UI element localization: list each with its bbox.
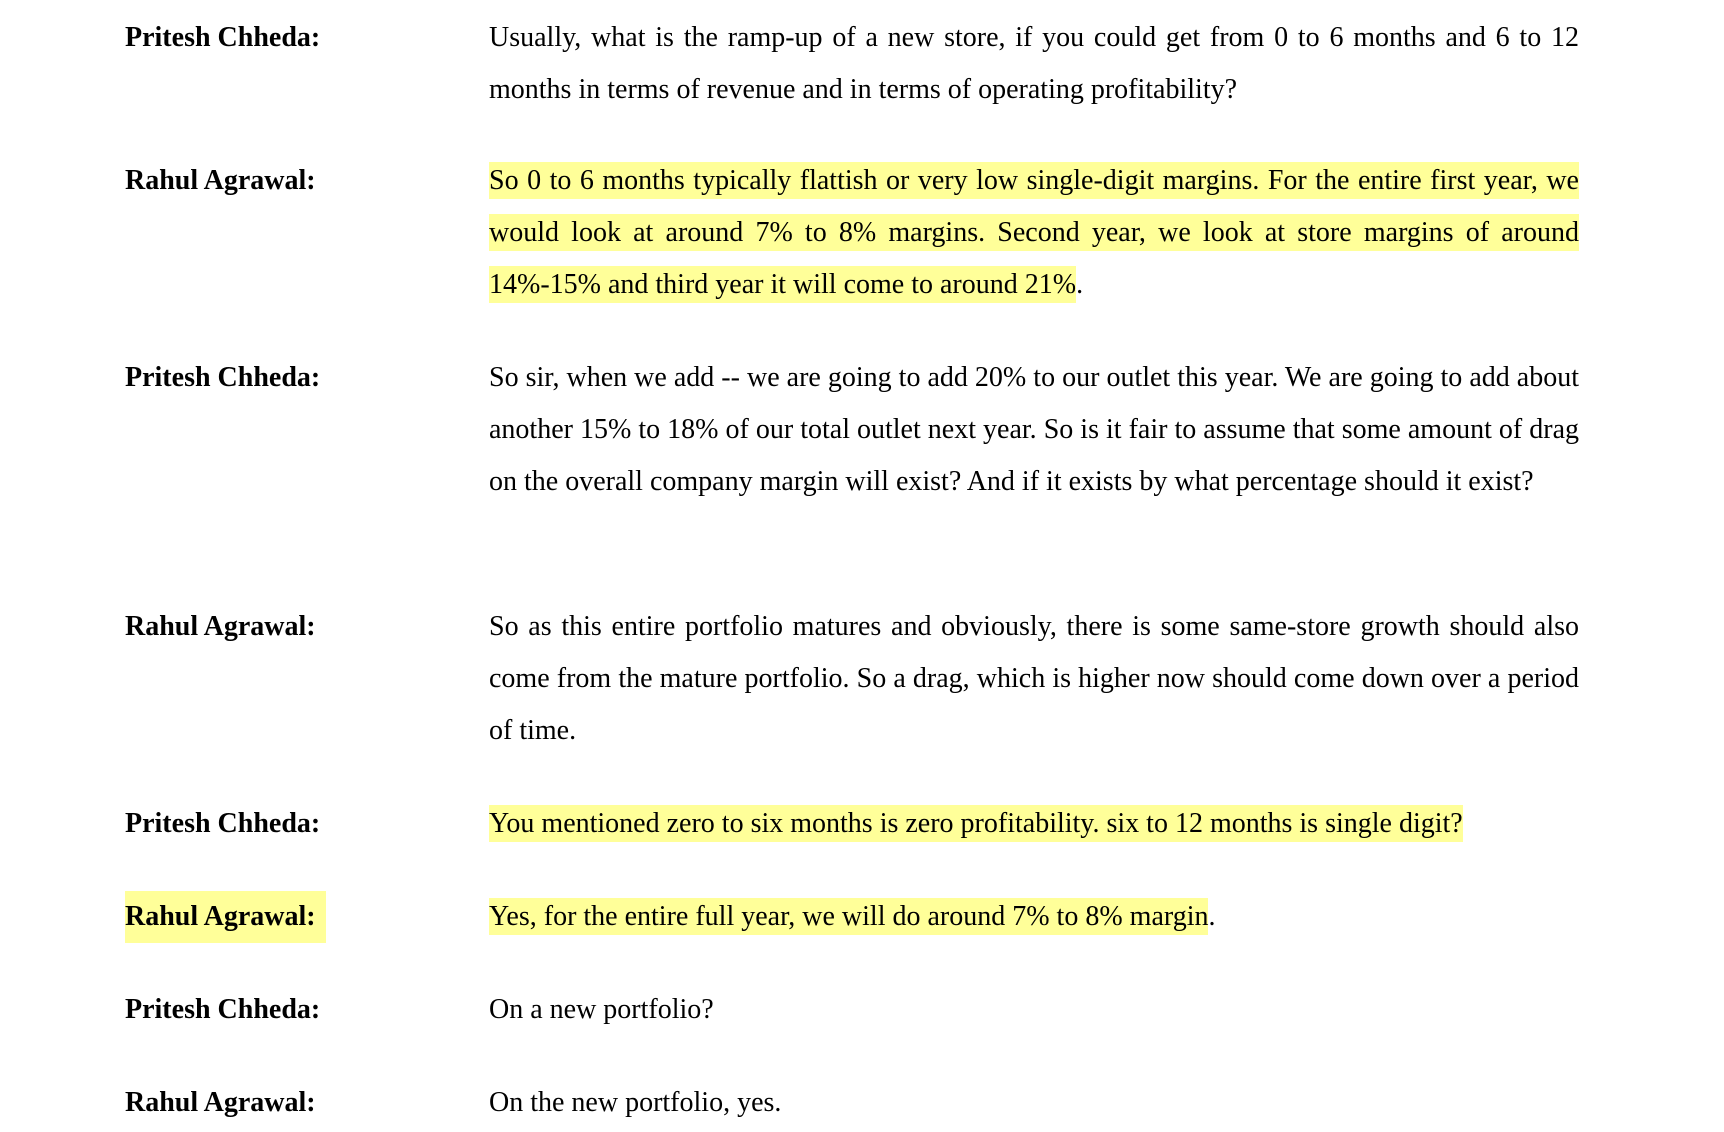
highlighted-text: So 0 to 6 months typically flattish or very low single-digit margins. For the entire first year, we would look at around 7% to 8% margins. Second year, we look at store margins of around 14%-15% and third year it will come to around 21% [489,162,1579,303]
speech-text [489,891,1579,943]
speaker-name: Pritesh Chheda: [125,362,321,393]
speech-text-content: So as this entire portfolio matures and obviously, there is some same-store growth should also come from the mature portfolio. So a drag, which is higher now should come down over a period of time. [489,611,1579,746]
speech-text [489,798,1579,850]
speaker-name: Pritesh Chheda: [125,808,321,839]
speaker-name: Pritesh Chheda: [125,994,321,1025]
speech-text-content: Usually, what is the ramp-up of a new store, if you could get from 0 to 6 months and 6 to 12 months in terms of revenue and in terms of operating profitability? [489,22,1579,105]
speaker-name-highlighted: Rahul Agrawal: [125,891,326,943]
text-suffix: . [1076,269,1084,300]
speech-text-content: So sir, when we add -- we are going to add 20% to our outlet this year. We are going to add about another 15% to 18% of our total outlet next year. So is it fair to assume that some amount of drag on the overall company margin will exist? And if it exists by what percentage should it exist? [489,362,1579,497]
speech-text-content: On a new portfolio? [489,994,714,1025]
speaker-name: Rahul Agrawal: [125,1087,316,1118]
speech-text [489,12,1579,116]
speech-text [489,155,1579,311]
speech-text [489,601,1579,757]
speaker-name: Rahul Agrawal: [125,165,316,196]
speech-text [489,352,1579,508]
text-suffix: . [1208,901,1216,932]
highlighted-text: Yes, for the entire full year, we will do around 7% to 8% margin [489,898,1208,935]
speech-text-content: On the new portfolio, yes. [489,1087,782,1118]
highlighted-text: You mentioned zero to six months is zero profitability. six to 12 months is single digit? [489,805,1463,842]
speech-text [489,1077,1579,1129]
speaker-name: Pritesh Chheda: [125,22,321,53]
speaker-name: Rahul Agrawal: [125,611,316,642]
speech-text [489,984,1579,1036]
